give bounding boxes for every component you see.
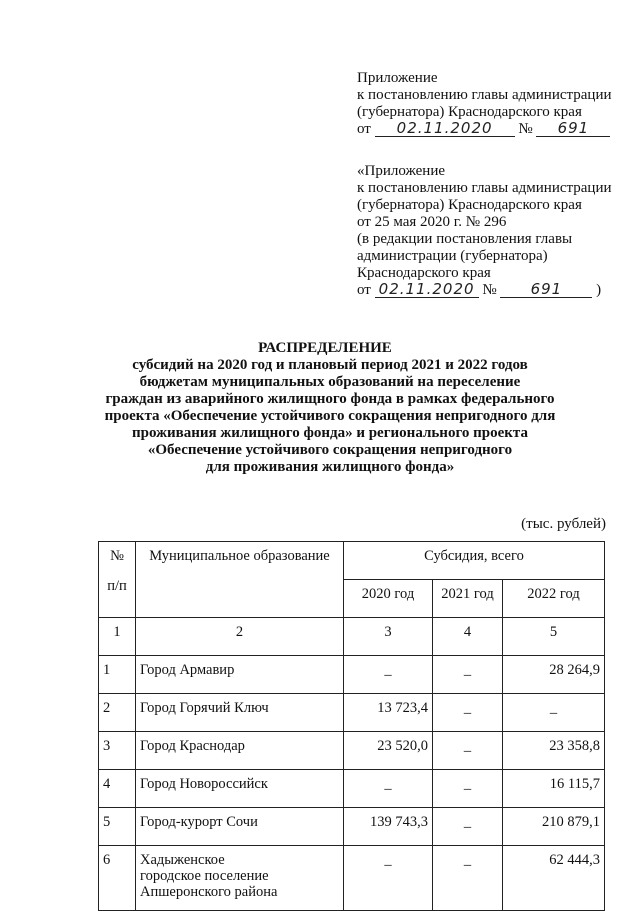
subsidy-2020: _ [344,656,433,694]
units-label: (тыс. рублей) [521,516,606,532]
appendix-previous-line-3: (губернатора) Краснодарского края [357,197,582,213]
row-number: 6 [99,846,136,911]
subsidy-table [98,541,605,911]
subsidy-2021: _ [433,732,503,770]
appendix-previous-line-5: (в редакции постановления главы [357,231,573,247]
appendix-previous-date-line [357,282,612,299]
municipality-name [136,846,344,911]
header-subsidy: Субсидия, всего [344,542,605,580]
handwritten-number: 691 [536,121,610,137]
municipality-name: Город Армавир [136,656,344,694]
row-number: 1 [99,656,136,694]
column-number: 5 [503,618,605,656]
title-line-2: бюджетам муниципальных образований на переселение [139,374,521,390]
header-year-2022: 2022 год [503,580,605,618]
row-number: 3 [99,732,136,770]
subsidy-2022: 62 444,3 [503,846,605,911]
closing-paren: ) [596,282,602,298]
subsidy-2021: _ [433,656,503,694]
appendix-current-date-line [357,121,612,138]
number-prefix: № [518,121,533,137]
title-line-3: граждан из аварийного жилищного фонда в рамках федерального [105,391,555,407]
title-line-4: проекта «Обеспечение устойчивого сокращения непригодного для [104,408,556,424]
appendix-current [357,70,612,138]
appendix-current-line-1: Приложение [357,70,438,86]
subsidy-2020: _ [344,770,433,808]
title-line-5: проживания жилищного фонда» и регионального проекта [132,425,528,441]
table-row [99,656,605,694]
column-number: 2 [136,618,344,656]
row-number: 2 [99,694,136,732]
subsidy-2021: _ [433,770,503,808]
title-line-1: субсидий на 2020 год и плановый период 2021 и 2022 годов [132,357,528,373]
header-municipality: Муниципальное образование [136,542,344,618]
subsidy-2020: _ [344,846,433,911]
title-line-7: для проживания жилищного фонда» [205,459,455,475]
header-pp: п/п [107,578,127,594]
handwritten-number: 691 [500,282,592,298]
appendix-previous-line-6: администрации (губернатора) [357,248,548,264]
header-year-2020: 2020 год [344,580,433,618]
subsidy-2022: 16 115,7 [503,770,605,808]
document-title [0,340,640,476]
table-row [99,770,605,808]
table-row [99,846,605,911]
handwritten-date: 02.11.2020 [375,282,479,298]
subsidy-2022: 23 358,8 [503,732,605,770]
column-number: 3 [344,618,433,656]
column-number: 4 [433,618,503,656]
municipality-name-line: городское поселение [140,868,269,884]
municipality-name-line: Апшеронского района [140,884,278,900]
subsidy-2020: 139 743,3 [344,808,433,846]
date-prefix: от [357,282,371,298]
column-number-row [99,618,605,656]
subsidy-2021: _ [433,846,503,911]
municipality-name: Город-курорт Сочи [136,808,344,846]
subsidy-2021: _ [433,808,503,846]
municipality-name: Город Горячий Ключ [136,694,344,732]
title-heading: РАСПРЕДЕЛЕНИЕ [258,340,392,356]
municipality-name: Город Новороссийск [136,770,344,808]
row-number: 5 [99,808,136,846]
header-row-1 [99,542,605,580]
appendix-previous [357,163,612,299]
table-row [99,732,605,770]
table-row [99,808,605,846]
column-number: 1 [99,618,136,656]
appendix-previous-line-1: «Приложение [357,163,446,179]
title-line-6: «Обеспечение устойчивого сокращения непригодного [147,442,513,458]
appendix-previous-line-2: к постановлению главы администрации [357,180,612,196]
number-prefix: № [482,282,497,298]
subsidy-2020: 13 723,4 [344,694,433,732]
handwritten-date: 02.11.2020 [375,121,515,137]
subsidy-2020: 23 520,0 [344,732,433,770]
subsidy-2022: 210 879,1 [503,808,605,846]
header-number-cell [99,542,136,618]
date-prefix: от [357,121,371,137]
subsidy-2022: _ [503,694,605,732]
municipality-name-line: Хадыженское [140,852,225,868]
municipality-name: Город Краснодар [136,732,344,770]
subsidy-2021: _ [433,694,503,732]
appendix-current-line-2: к постановлению главы администрации [357,87,612,103]
table-row [99,694,605,732]
header-year-2021: 2021 год [433,580,503,618]
appendix-current-line-3: (губернатора) Краснодарского края [357,104,582,120]
subsidy-2022: 28 264,9 [503,656,605,694]
appendix-previous-line-7: Краснодарского края [357,265,491,281]
header-no: № [110,548,124,564]
row-number: 4 [99,770,136,808]
appendix-previous-line-4: от 25 мая 2020 г. № 296 [357,214,507,230]
